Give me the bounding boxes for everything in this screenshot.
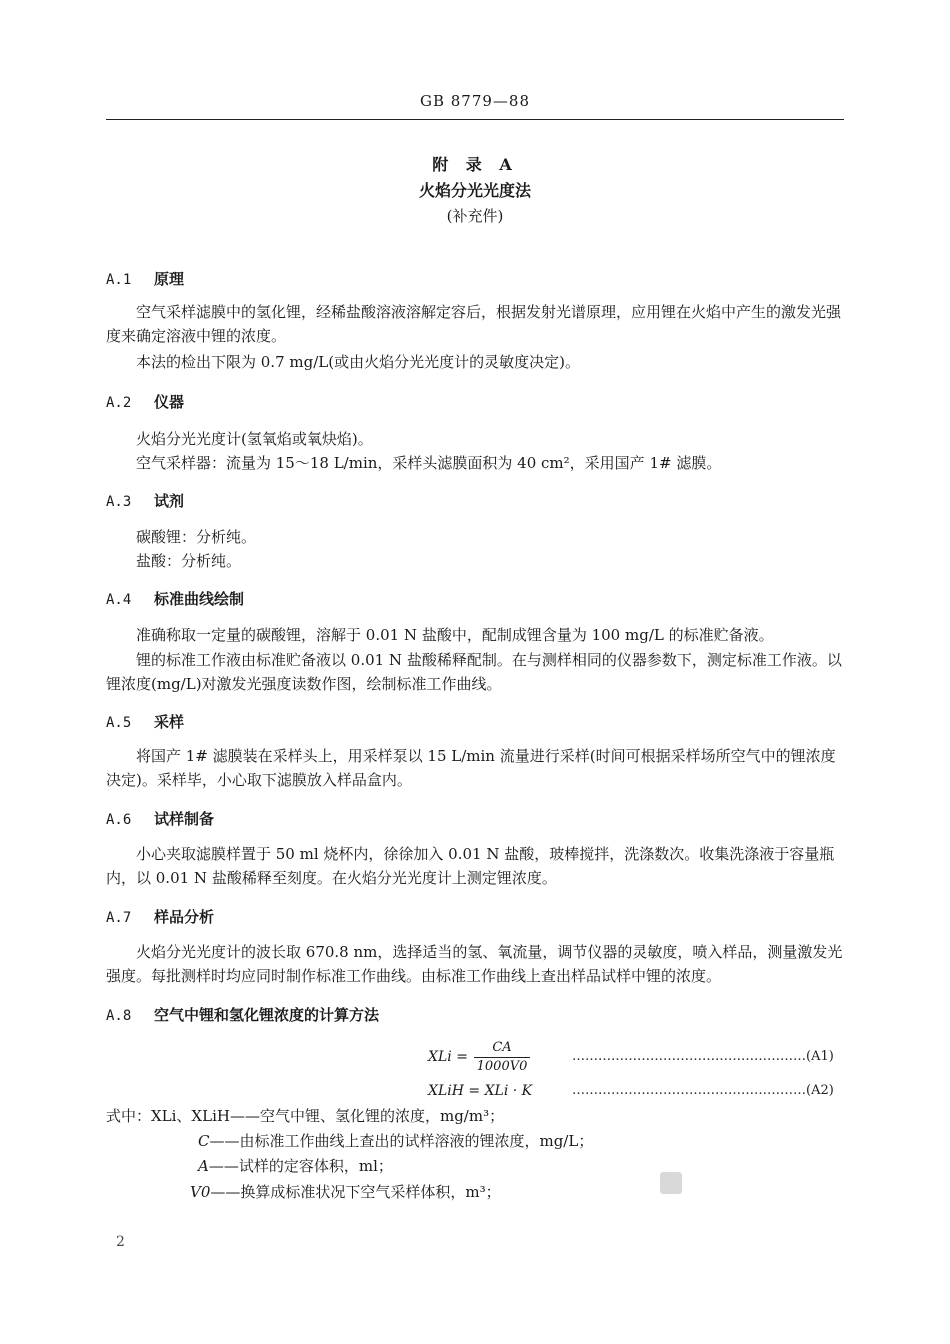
section-title: 样品分析 [154,908,215,926]
section-title: 试样制备 [154,810,215,828]
formula-a1-denominator: 1000V0 [476,1059,528,1074]
section-number: A.7 [106,910,132,926]
section-heading-a3 [106,490,184,511]
section-heading-a1 [106,268,184,289]
section-number: A.2 [106,395,132,411]
definition-item [190,1181,501,1202]
header-rule [106,119,844,120]
paragraph: 火焰分光光度计(氢氧焰或氧炔焰)。 [136,430,373,448]
section-title: 试剂 [154,492,185,510]
paragraph: 火焰分光光度计的波长取 670.8 nm，选择适当的氢、氧流量，调节仪器的灵敏度，喷入样品，测量激发光强度。每批测样时均应同时制作标准工作曲线。由标准工作曲线上查出样品试样中锂的浓度。 [106,943,843,985]
formula-a1-lhs: XLi = [428,1049,468,1065]
section-heading-a5 [106,711,184,732]
paragraph: 本法的检出下限为 0.7 mg/L(或由火焰分光光度计的灵敏度决定)。 [136,353,580,371]
paragraph: 盐酸：分析纯。 [136,552,242,570]
section-heading-a2 [106,391,184,412]
scan-artifact [660,1172,682,1194]
section-title: 标准曲线绘制 [154,590,245,608]
appendix-title: 附 录 A [432,155,518,174]
definition-item [106,1105,504,1126]
appendix-subtitle: 火焰分光光度法 [418,181,531,200]
definition-symbol: C [198,1132,210,1150]
definition-item [198,1155,393,1176]
definition-text: ——空气中锂、氢化锂的浓度，mg/m³； [229,1107,505,1125]
paragraph: 将国产 1# 滤膜装在采样头上，用采样泵以 15 L/min 流量进行采样(时间可根据采样场所空气中的锂浓度决定)。采样毕，小心取下滤膜放入样品盒内。 [106,747,836,789]
definition-item [198,1130,593,1151]
paragraph: 碳酸锂：分析纯。 [136,528,257,546]
formula-a2: XLiH = XLi · K [428,1083,533,1099]
section-number: A.8 [106,1008,132,1024]
section-title: 空气中锂和氢化锂浓度的计算方法 [154,1006,380,1024]
definition-symbol: A [198,1157,209,1175]
paragraph: 锂的标准工作液由标准贮备液以 0.01 N 盐酸稀释配制。在与测样相同的仪器参数下，测定标准工作液。以锂浓度(mg/L)对激发光强度读数作图，绘制标准工作曲线。 [106,651,842,693]
section-number: A.3 [106,494,132,510]
section-title: 原理 [154,270,185,288]
definition-symbol: V0 [190,1183,211,1201]
page-number: 2 [116,1234,125,1250]
formula-a1-numerator: CA [492,1040,512,1055]
page-header: GB 8779—88 [419,92,531,110]
section-number: A.6 [106,812,132,828]
section-number: A.5 [106,715,132,731]
section-number: A.4 [106,592,132,608]
definition-text: ——换算成标准状况下空气采样体积，m³； [210,1183,501,1201]
appendix-note: (补充件) [446,207,504,225]
definition-symbol: 式中：XLi、XLiH [106,1107,230,1125]
definition-text: ——由标准工作曲线上查出的试样溶液的锂浓度，mg/L； [209,1132,594,1150]
formula-a2-leader: ………………………………………………(A2) [572,1083,834,1098]
formula-a1-leader: ………………………………………………(A1) [572,1049,834,1064]
section-title: 仪器 [154,393,185,411]
formula-a1-fraction-bar [474,1057,530,1058]
section-number: A.1 [106,272,132,288]
section-heading-a4 [106,588,244,609]
section-heading-a8 [106,1004,379,1025]
section-title: 采样 [154,713,185,731]
paragraph: 空气采样器：流量为 15～18 L/min，采样头滤膜面积为 40 cm²，采用国产 1# 滤膜。 [136,454,722,472]
paragraph: 空气采样滤膜中的氢化锂，经稀盐酸溶液溶解定容后，根据发射光谱原理，应用锂在火焰中产生的激发光强度来确定溶液中锂的浓度。 [106,303,842,345]
section-heading-a6 [106,808,214,829]
paragraph: 小心夹取滤膜样置于 50 ml 烧杯内，徐徐加入 0.01 N 盐酸，玻棒搅拌，洗涤数次。收集洗涤液于容量瓶内，以 0.01 N 盐酸稀释至刻度。在火焰分光光度计上测定锂浓度。 [106,845,835,887]
definition-text: ——试样的定容体积，ml； [208,1157,393,1175]
paragraph: 准确称取一定量的碳酸锂，溶解于 0.01 N 盐酸中，配制成锂含量为 100 mg/L 的标准贮备液。 [136,626,774,644]
section-heading-a7 [106,906,214,927]
